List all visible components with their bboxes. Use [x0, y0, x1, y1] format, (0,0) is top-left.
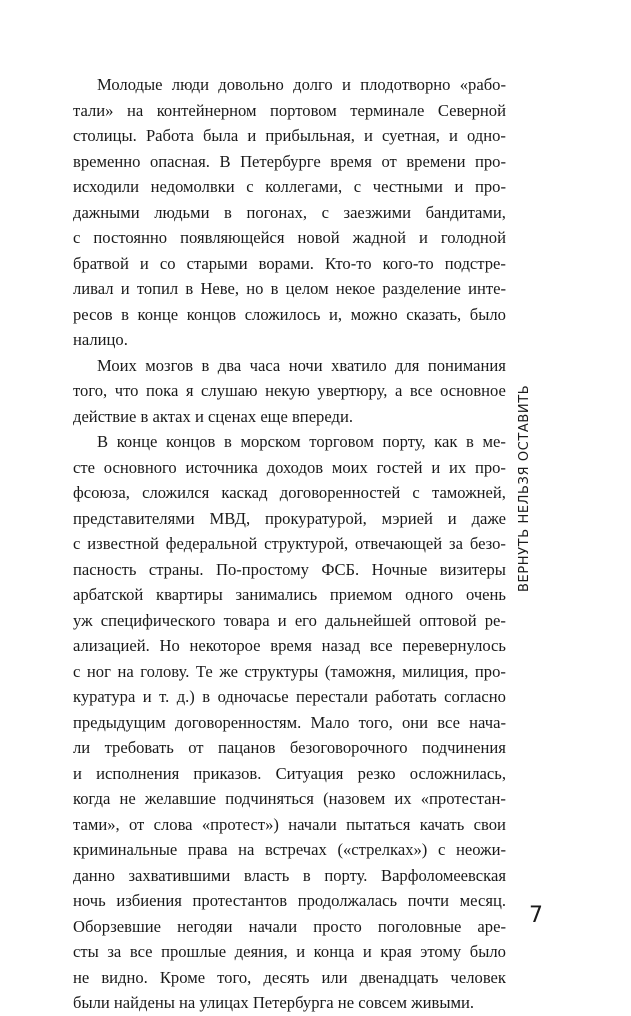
text-line: не видно. Кроме того, десять или двенадцать человек — [73, 967, 506, 987]
text-line: были найдены на улицах Петербурга не совсем живыми. — [73, 993, 475, 1012]
text-line: тами», от слова «протест») начали пытаться качать свои — [73, 814, 506, 834]
text-line: ализацией. Но некоторое время назад все перевернулось — [73, 636, 506, 655]
body-text — [73, 72, 506, 1016]
paragraph — [73, 353, 506, 430]
text-line: Оборзевшие негодяи начали просто поголовные аре- — [73, 916, 506, 936]
text-line: сты за все прошлые деяния, и конца и края этому было — [73, 942, 506, 961]
text-line: ночь избиения протестантов продолжалась почти месяц. — [73, 891, 506, 910]
text-line: временно опасная. В Петербурге время от времени про- — [73, 151, 506, 171]
text-line: криминальные права на встречах («стрелках») с неожи- — [73, 840, 506, 859]
text-line: арбатской квартиры занимались приемом одного очень — [73, 585, 506, 604]
text-line: того, что пока я слушаю некую увертюру, а все основное — [73, 381, 506, 400]
text-line: предыдущим договоренностям. Мало того, они все нача- — [73, 712, 506, 732]
text-line: и исполнения приказов. Ситуация резко осложнилась, — [73, 763, 506, 783]
text-line: с постоянно появляющейся новой жадной и голодной — [73, 228, 506, 247]
text-line: фсоюза, сложился каскад договоренностей с таможней, — [73, 483, 506, 502]
text-line: куратура и т. д.) в одночасье перестали работать согласно — [73, 687, 506, 706]
text-line: ливал и топил в Неве, но в целом некое разделение инте- — [73, 279, 506, 298]
text-line: с известной федеральной структурой, отвечающей за безо- — [73, 534, 506, 553]
paragraph — [73, 429, 506, 1016]
text-line: ресов в конце концов сложилось и, можно сказать, было — [73, 304, 506, 324]
text-line: когда не желавшие подчиняться (назовем их «протестан- — [73, 789, 506, 808]
text-line: дажными людьми в погонах, с заезжими бандитами, — [73, 202, 506, 222]
text-line: уж специфического товара и его дальнейшей оптовой ре- — [73, 610, 506, 630]
text-line: братвой и со старыми ворами. Кто-то кого-то подстре- — [73, 253, 506, 273]
text-line: данно захватившими власть в порту. Варфоломеевская — [73, 865, 506, 885]
text-line: представителями МВД, прокуратурой, мэрией и даже — [73, 508, 506, 528]
text-line: сте основного источника доходов моих гостей и их про- — [73, 457, 506, 477]
paragraph — [73, 72, 506, 353]
text-line: тали» на контейнерном портовом терминале Северной — [73, 100, 506, 120]
text-line: ли требовать от пацанов безоговорочного подчинения — [73, 738, 506, 757]
text-line: столицы. Работа была и прибыльная, и суетная, и одно- — [73, 126, 506, 145]
running-head: ВЕРНУТЬ НЕЛЬЗЯ ОСТАВИТЬ — [517, 384, 532, 592]
text-line: Молодые люди довольно долго и плодотворно «рабо- — [97, 75, 506, 94]
text-line: пасность страны. По-простому ФСБ. Ночные визитеры — [73, 559, 506, 579]
text-line: действие в актах и сценах еще впереди. — [73, 406, 353, 426]
text-line: Моих мозгов в два часа ночи хватило для понимания — [97, 355, 506, 375]
text-line: исходили недомолвки с коллегами, с честными и про- — [73, 177, 506, 196]
page-number: 7 — [529, 903, 543, 928]
text-line: с ног на голову. Те же структуры (таможня, милиция, про- — [73, 661, 506, 681]
text-line: налицо. — [73, 330, 128, 349]
text-line: В конце концов в морском торговом порту, как в ме- — [97, 432, 506, 451]
